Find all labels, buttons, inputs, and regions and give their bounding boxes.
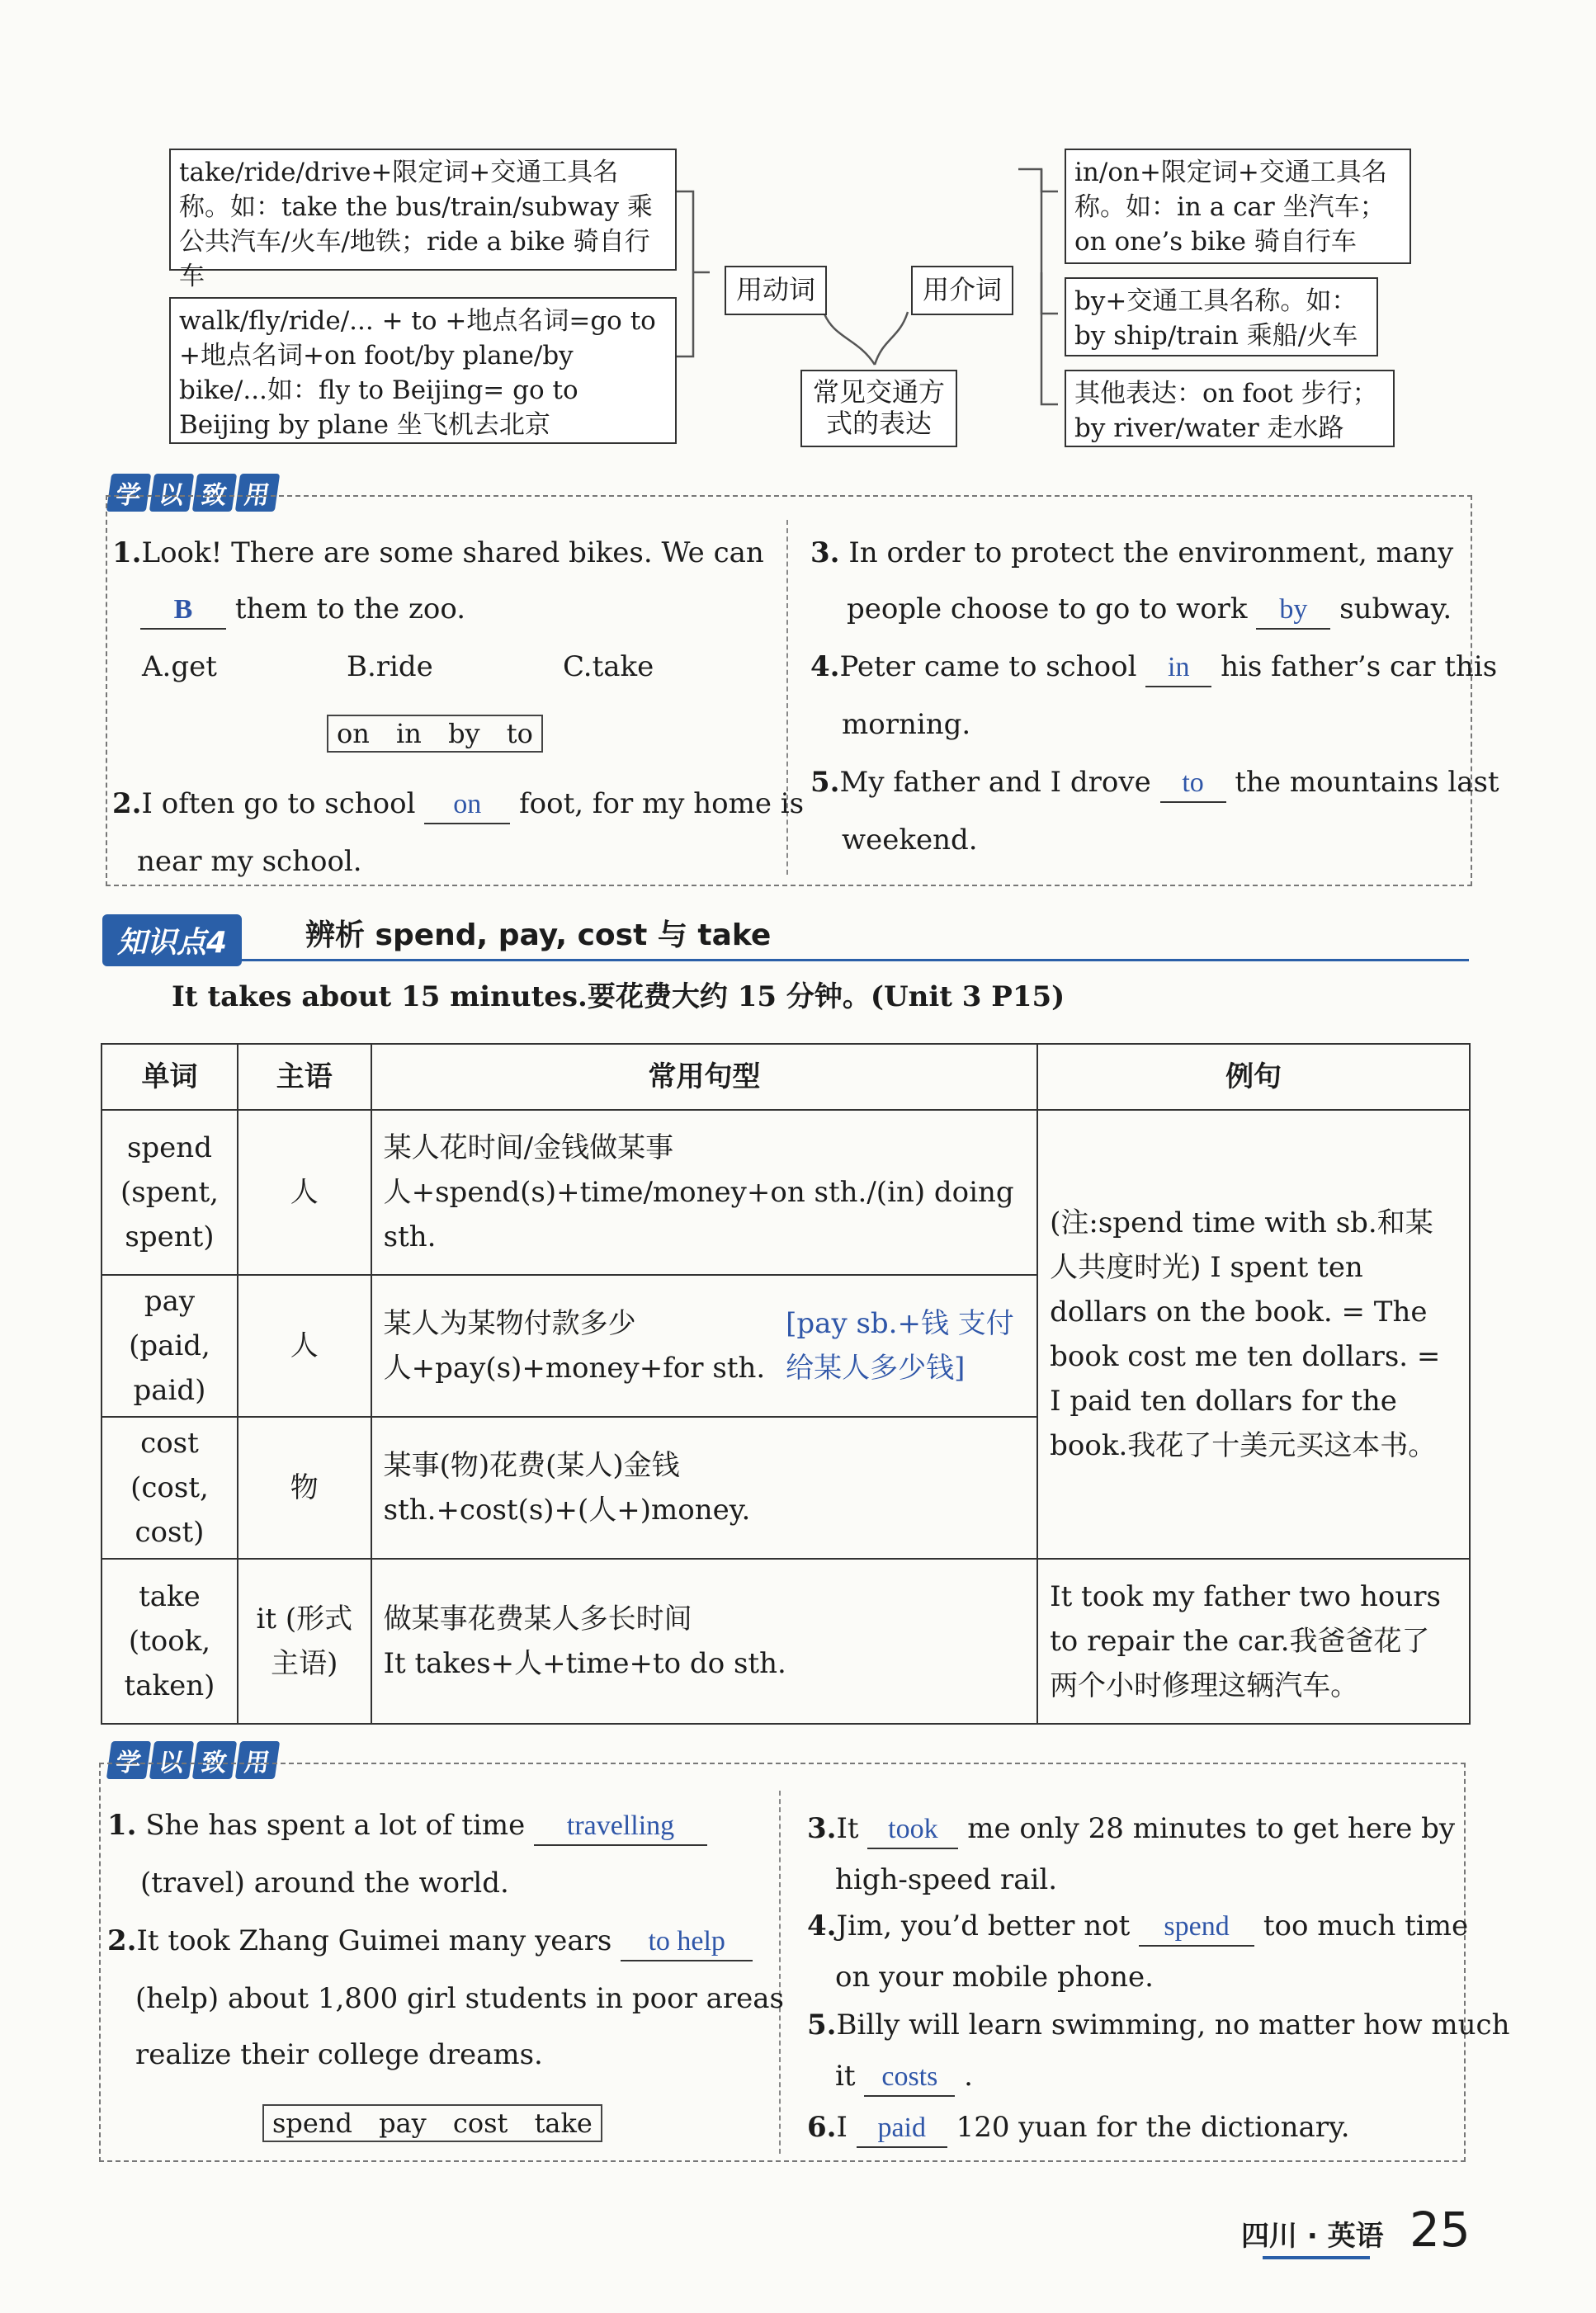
answer-blank[interactable]: to help: [621, 1924, 753, 1961]
question-number: 5.: [810, 766, 840, 799]
question-3-line2: high-speed rail.: [835, 1863, 1058, 1896]
comparison-table: [101, 1043, 1471, 1725]
option-a[interactable]: A.get: [142, 650, 217, 683]
question-text: the mountains last: [1235, 766, 1499, 799]
badge-char: 以: [149, 1741, 194, 1779]
answer-blank[interactable]: by: [1256, 592, 1330, 630]
pattern-cn: 做某事花费某人多长时间: [383, 1603, 692, 1636]
cell-subject: 人: [238, 1275, 371, 1417]
badge-char: 学: [106, 1741, 151, 1779]
question-text: It: [836, 1812, 859, 1845]
header-pattern: 常用句型: [371, 1044, 1038, 1110]
question-5: [807, 2007, 1509, 2043]
pay-note: [pay sb.+钱 支付给某人多少钱]: [786, 1307, 1014, 1385]
knowledge-point-title: 辨析 spend, pay, cost 与 take: [305, 918, 772, 952]
pattern-cn: 某事(物)花费(某人)金钱: [383, 1449, 680, 1482]
mindmap-left-top: take/ride/drive+限定词+交通工具名称。如：take the bus/train/subway 乘公共汽车/火车/地铁；ride a bike 骑自行车: [169, 149, 677, 271]
header-word: 单词: [102, 1044, 238, 1110]
question-text: them to the zoo.: [234, 592, 466, 625]
badge-char: 致: [192, 474, 237, 512]
footer-region: 四川 · 英语: [1241, 2220, 1384, 2253]
badge-char: 致: [192, 1741, 237, 1779]
question-text: She has spent a lot of time: [145, 1809, 526, 1842]
question-1-line2: (travel) around the world.: [140, 1867, 509, 1900]
question-text: it: [835, 2060, 856, 2093]
question-1: [107, 1807, 707, 1846]
table-row: [102, 1559, 1470, 1724]
question-number: 4.: [807, 1909, 837, 1942]
header-subject: 主语: [238, 1044, 371, 1110]
answer-blank[interactable]: costs: [864, 2059, 955, 2097]
question-text: .: [964, 2060, 973, 2093]
pattern-en: 人+spend(s)+time/money+on sth./(in) doing sth.: [383, 1176, 1014, 1253]
question-number: 6.: [807, 2111, 837, 2144]
option-c[interactable]: C.take: [563, 650, 654, 683]
cell-pattern: [371, 1275, 1038, 1417]
question-number: 3.: [810, 536, 840, 569]
cell-pattern: [371, 1559, 1038, 1724]
pattern-en: sth.+cost(s)+(人+)money.: [383, 1494, 751, 1527]
word-bank-2: spend pay cost take: [262, 2104, 602, 2142]
title-underline: [102, 959, 1469, 961]
question-4-line2: on your mobile phone.: [835, 1961, 1154, 1994]
header-example: 例句: [1037, 1044, 1470, 1110]
mindmap-left-bottom: walk/fly/ride/... + to +地点名词=go to +地点名词+on foot/by plane/by bike/...如：fly to Beijing= go to Beijing by plane 坐飞机去北京: [169, 297, 677, 444]
question-text: people choose to go to work: [847, 592, 1248, 625]
question-1-line2: [140, 591, 465, 630]
knowledge-point-label: 知识点4: [102, 914, 242, 966]
question-4: [807, 1908, 1468, 1947]
badge-char: 以: [149, 474, 194, 512]
question-number: 5.: [807, 2009, 837, 2042]
footer-underline: [1263, 2256, 1370, 2259]
badge-char: 学: [106, 474, 151, 512]
question-text: It took Zhang Guimei many years: [136, 1924, 612, 1957]
page-number: 25: [1409, 2202, 1471, 2258]
question-3-line2: [847, 591, 1452, 630]
pattern-cn: 某人花时间/金钱做某事: [383, 1131, 674, 1164]
answer-blank[interactable]: spend: [1139, 1909, 1254, 1947]
question-number: 4.: [810, 650, 840, 683]
question-text: subway.: [1339, 592, 1452, 625]
answer-blank[interactable]: to: [1160, 765, 1226, 803]
question-1: [112, 535, 764, 571]
mindmap-verb-node: 用动词: [725, 266, 827, 315]
cell-word: take (took, taken): [102, 1559, 238, 1724]
question-number: 1.: [112, 536, 142, 569]
answer-blank[interactable]: B: [140, 592, 226, 630]
answer-blank[interactable]: travelling: [534, 1808, 707, 1846]
question-6: [807, 2109, 1350, 2148]
table-row: [102, 1110, 1470, 1275]
question-text: foot, for my home is: [519, 787, 805, 820]
mindmap-right-bottom: 其他表达：on foot 步行；by river/water 走水路: [1065, 370, 1395, 447]
pattern-cn: 某人为某物付款多少: [383, 1307, 636, 1340]
word-bank-1: on in by to: [327, 715, 543, 753]
answer-blank[interactable]: on: [424, 786, 510, 824]
question-text: 120 yuan for the dictionary.: [956, 2111, 1350, 2144]
question-text: I often go to school: [141, 787, 416, 820]
question-number: 3.: [807, 1812, 837, 1845]
question-text: Peter came to school: [839, 650, 1137, 683]
question-text: In order to protect the environment, many: [848, 536, 1454, 569]
mindmap-right-top: in/on+限定词+交通工具名称。如：in a car 坐汽车；on one’s bike 骑自行车: [1065, 149, 1411, 264]
mindmap-right-middle: by+交通工具名称。如：by ship/train 乘船/火车: [1065, 277, 1378, 356]
cell-subject: it (形式主语): [238, 1559, 371, 1724]
question-2: [107, 1923, 753, 1961]
question-2-line3: realize their college dreams.: [135, 2038, 543, 2071]
question-text: his father’s car this: [1221, 650, 1498, 683]
question-text: Billy will learn swimming, no matter how much: [836, 2009, 1510, 2042]
pattern-en: It takes+人+time+to do sth.: [383, 1647, 786, 1680]
question-3: [810, 535, 1453, 571]
question-2: [112, 786, 804, 824]
cell-word: pay (paid, paid): [102, 1275, 238, 1417]
cell-subject: 人: [238, 1110, 371, 1275]
key-sentence: It takes about 15 minutes.要花费大约 15 分钟。(Unit 3 P15): [172, 980, 1065, 1013]
question-number: 2.: [107, 1924, 137, 1957]
column-divider: [779, 1791, 781, 2154]
question-3: [807, 1810, 1455, 1849]
cell-word: spend (spent, spent): [102, 1110, 238, 1275]
cell-example-shared: (注:spend time with sb.和某人共度时光) I spent ten dollars on the book. = The book cost me ten dollars. = I paid ten dollars for the book.我花了十美元买这本书。: [1037, 1110, 1470, 1559]
question-2-line2: (help) about 1,800 girl students in poor areas: [135, 1982, 785, 2015]
question-5-line2: weekend.: [842, 824, 978, 857]
question-text: Jim, you’d better not: [836, 1909, 1131, 1942]
answer-blank[interactable]: paid: [857, 2110, 947, 2148]
question-text: me only 28 minutes to get here by: [967, 1812, 1456, 1845]
option-b[interactable]: B.ride: [347, 650, 433, 683]
cell-subject: 物: [238, 1417, 371, 1559]
question-5-line2: [835, 2058, 973, 2097]
question-number: 2.: [112, 787, 142, 820]
table-header-row: [102, 1044, 1470, 1110]
pattern-en: 人+pay(s)+money+for sth.: [383, 1352, 766, 1385]
question-text: My father and I drove: [839, 766, 1151, 799]
cell-word: cost (cost, cost): [102, 1417, 238, 1559]
mindmap-center-node: 常见交通方式的表达: [800, 370, 957, 447]
answer-blank[interactable]: in: [1145, 649, 1211, 687]
question-number: 1.: [107, 1809, 137, 1842]
question-text: Look! There are some shared bikes. We can: [141, 536, 764, 569]
question-4: [810, 649, 1497, 687]
question-2-line2: near my school.: [137, 845, 362, 878]
mindmap-prep-node: 用介词: [911, 266, 1013, 315]
answer-blank[interactable]: took: [867, 1811, 958, 1849]
cell-pattern: [371, 1417, 1038, 1559]
question-text: I: [836, 2111, 848, 2144]
cell-example: It took my father two hours to repair the car.我爸爸花了两个小时修理这辆汽车。: [1037, 1559, 1470, 1724]
badge-char: 用: [235, 474, 280, 512]
cell-pattern: [371, 1110, 1038, 1275]
question-4-line2: morning.: [842, 708, 971, 741]
question-5: [810, 764, 1499, 803]
question-text: too much time: [1263, 1909, 1469, 1942]
badge-char: 用: [235, 1741, 280, 1779]
